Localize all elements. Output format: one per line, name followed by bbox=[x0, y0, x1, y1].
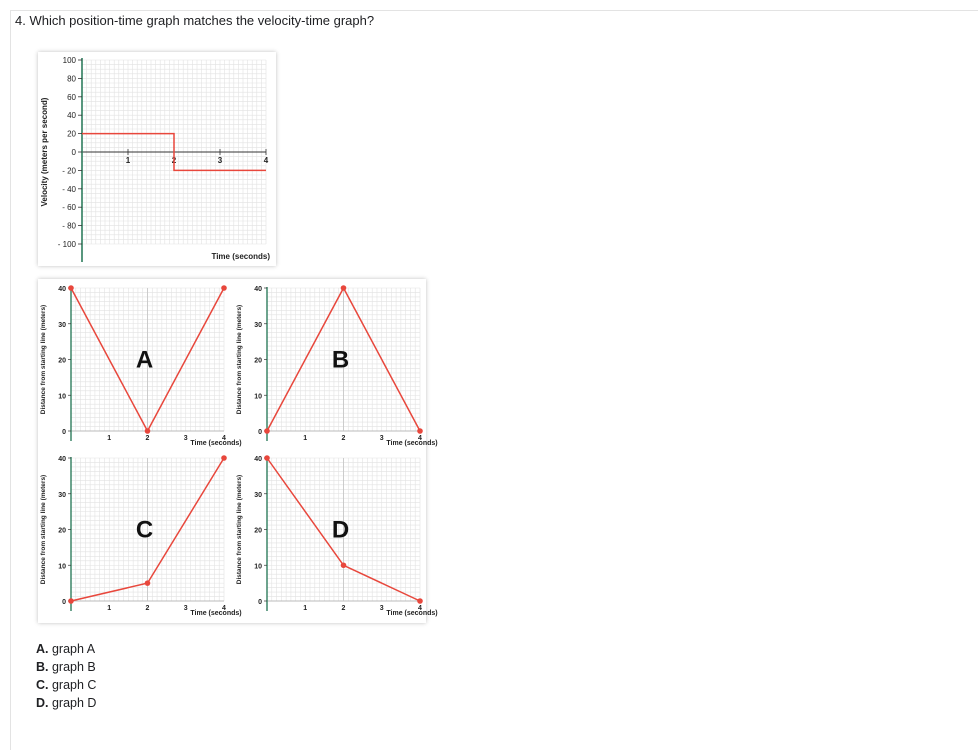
graph-b bbox=[236, 285, 438, 447]
y-tick-label: 10 bbox=[254, 393, 262, 401]
data-point bbox=[417, 598, 423, 604]
y-tick-label: 0 bbox=[258, 599, 262, 606]
x-tick-label: 4 bbox=[222, 435, 226, 442]
x-tick-label: 1 bbox=[107, 605, 112, 612]
x-tick-label: 4 bbox=[418, 605, 422, 612]
y-tick-label: 0 bbox=[71, 148, 76, 157]
x-tick-label: 3 bbox=[183, 435, 188, 442]
data-point bbox=[417, 428, 423, 434]
y-tick-label: 20 bbox=[254, 357, 262, 365]
y-tick-label: 0 bbox=[62, 599, 66, 606]
y-tick-label: 30 bbox=[58, 321, 66, 329]
velocity-time-graph bbox=[38, 52, 276, 266]
y-tick-label: 40 bbox=[58, 456, 66, 463]
data-point bbox=[68, 598, 74, 604]
y-tick-label: 20 bbox=[58, 357, 66, 365]
data-point bbox=[145, 580, 151, 586]
data-point bbox=[68, 285, 74, 291]
y-tick-label: - 40 bbox=[62, 184, 76, 194]
graph-letter-label: D bbox=[331, 516, 350, 544]
x-tick-label: 2 bbox=[341, 435, 346, 442]
data-point bbox=[341, 285, 347, 291]
y-tick-label: - 60 bbox=[62, 203, 76, 213]
y-tick-label: 10 bbox=[254, 563, 262, 571]
graph-letter-label: C bbox=[135, 516, 154, 544]
x-tick-label: 2 bbox=[171, 156, 177, 165]
y-tick-label: 20 bbox=[254, 527, 262, 535]
y-tick-label: - 20 bbox=[62, 166, 76, 176]
x-tick-label: 3 bbox=[217, 156, 223, 165]
y-tick-label: 10 bbox=[58, 393, 66, 401]
x-axis-label: Time (seconds) bbox=[211, 252, 270, 261]
y-tick-label: 40 bbox=[58, 286, 66, 293]
x-tick-label: 2 bbox=[341, 605, 346, 612]
data-point bbox=[264, 428, 270, 434]
position-charts-svg bbox=[38, 279, 438, 623]
y-tick-label: 40 bbox=[67, 111, 76, 121]
y-axis-label: Velocity (meters per second) bbox=[40, 97, 49, 207]
data-point bbox=[221, 285, 227, 291]
x-tick-label: 3 bbox=[379, 435, 384, 442]
y-tick-label: 20 bbox=[58, 527, 66, 535]
y-axis-label: Distance from starting line (meters) bbox=[40, 474, 47, 585]
x-axis-label: Time (seconds) bbox=[386, 440, 438, 447]
graph-d bbox=[236, 455, 438, 617]
x-tick-label: 1 bbox=[303, 435, 308, 442]
x-tick-label: 2 bbox=[145, 605, 150, 612]
y-tick-label: 30 bbox=[254, 321, 262, 329]
y-tick-label: 60 bbox=[67, 92, 76, 102]
y-tick-label: 0 bbox=[258, 429, 262, 436]
x-tick-label: 4 bbox=[418, 435, 422, 442]
x-tick-label: 1 bbox=[125, 156, 131, 165]
graph-letter-label: B bbox=[331, 346, 350, 374]
x-tick-label: 3 bbox=[183, 605, 188, 612]
x-tick-label: 1 bbox=[303, 605, 308, 612]
y-tick-label: 40 bbox=[254, 456, 262, 463]
y-tick-label: - 80 bbox=[62, 221, 76, 231]
y-tick-label: 30 bbox=[58, 491, 66, 499]
x-tick-label: 4 bbox=[263, 156, 269, 165]
data-point bbox=[145, 428, 151, 434]
x-tick-label: 4 bbox=[222, 605, 226, 612]
answer-list bbox=[36, 640, 96, 712]
x-tick-label: 3 bbox=[379, 605, 384, 612]
data-point bbox=[264, 455, 270, 461]
answer-option-c[interactable]: C. graph C bbox=[36, 678, 97, 692]
y-tick-label: - 100 bbox=[57, 240, 76, 249]
x-axis-label: Time (seconds) bbox=[190, 440, 242, 447]
data-point bbox=[341, 562, 347, 568]
answer-option-a[interactable]: A. graph A bbox=[36, 642, 96, 656]
graph-c bbox=[40, 455, 242, 617]
y-tick-label: 10 bbox=[58, 563, 66, 571]
graph-a bbox=[40, 285, 242, 447]
x-axis-label: Time (seconds) bbox=[386, 610, 438, 617]
y-tick-label: 30 bbox=[254, 491, 262, 499]
y-axis-label: Distance from starting line (meters) bbox=[40, 304, 47, 415]
y-tick-label: 100 bbox=[62, 56, 76, 65]
y-tick-label: 40 bbox=[254, 286, 262, 293]
y-axis-label: Distance from starting line (meters) bbox=[236, 474, 243, 585]
answer-option-b[interactable]: B. graph B bbox=[36, 660, 96, 674]
velocity-chart-svg bbox=[38, 52, 276, 266]
y-axis-label: Distance from starting line (meters) bbox=[236, 304, 243, 415]
data-point bbox=[221, 455, 227, 461]
question-text: 4. Which position-time graph matches the velocity-time graph? bbox=[15, 13, 375, 28]
y-tick-label: 80 bbox=[67, 74, 76, 84]
position-graphs-panel bbox=[38, 279, 438, 623]
x-tick-label: 1 bbox=[107, 435, 112, 442]
y-tick-label: 0 bbox=[62, 429, 66, 436]
answer-option-d[interactable]: D. graph D bbox=[36, 696, 97, 710]
x-axis-label: Time (seconds) bbox=[190, 610, 242, 617]
x-tick-label: 2 bbox=[145, 435, 150, 442]
graph-letter-label: A bbox=[135, 346, 154, 374]
y-tick-label: 20 bbox=[67, 129, 76, 139]
